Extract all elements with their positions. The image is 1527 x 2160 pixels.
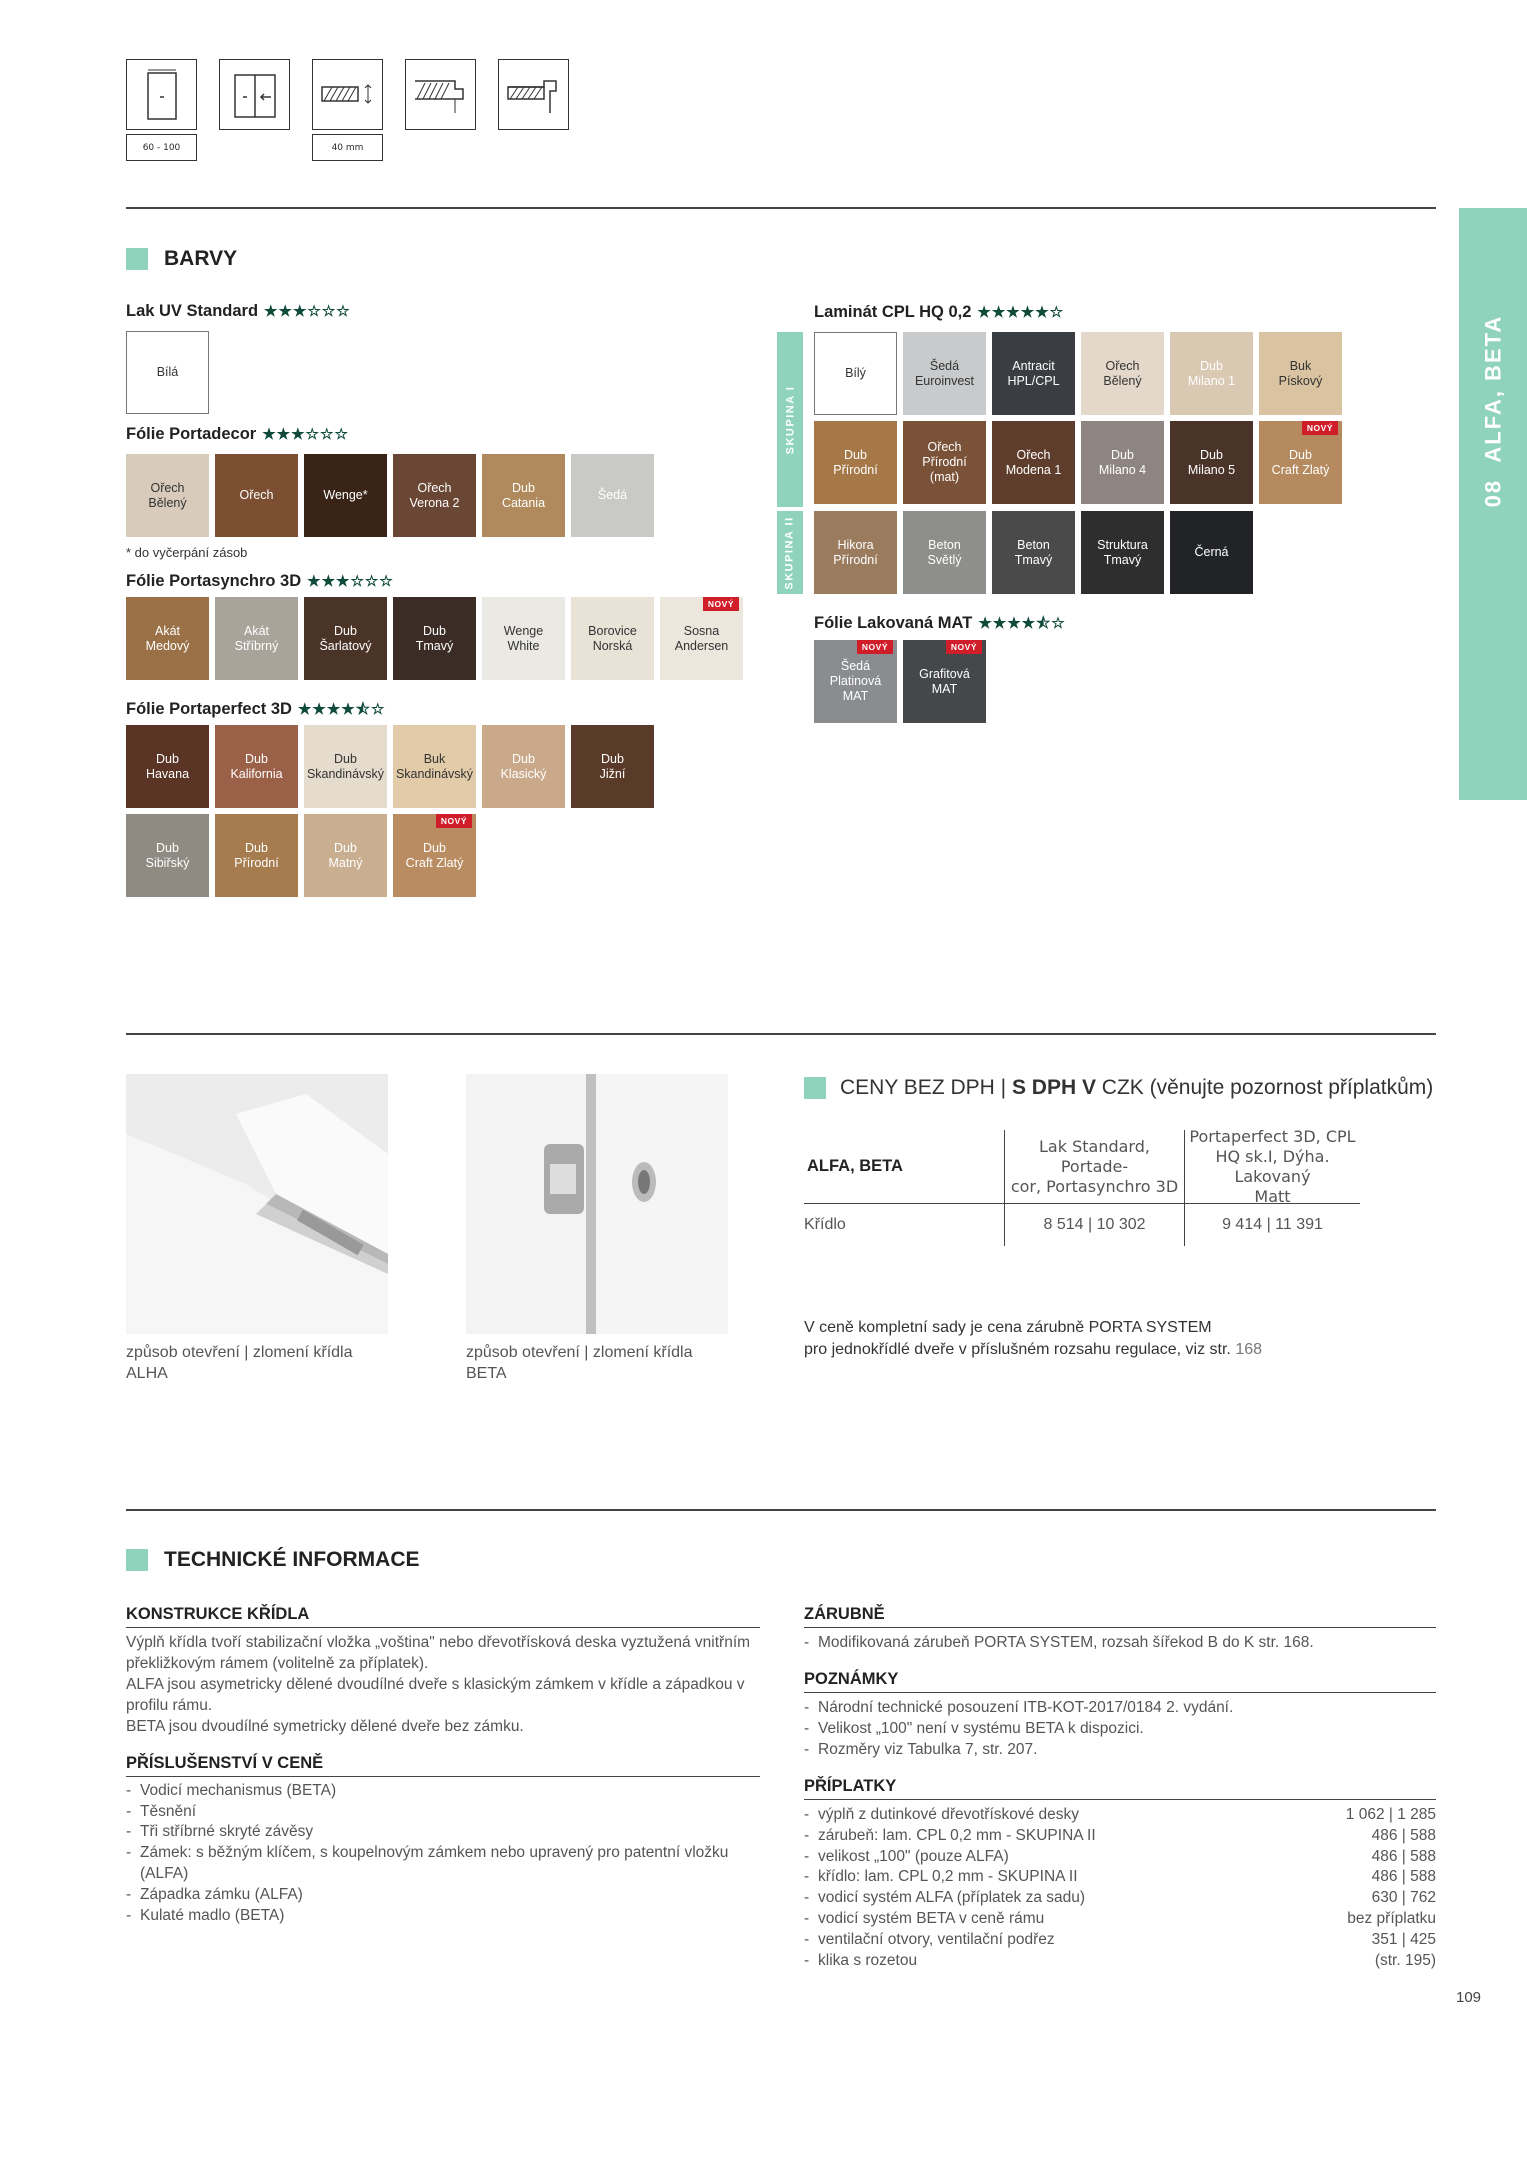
surcharge-label: výplň z dutinkové dřevotřískové desky [818,1805,1080,1823]
color-swatch [304,725,387,808]
stock-note: * do vyčerpání zásob [126,545,248,560]
surcharge-label: zárubeň: lam. CPL 0,2 mm - SKUPINA II [818,1826,1096,1844]
color-swatch [571,597,654,680]
swatch-label: Bílá [156,365,179,379]
color-swatch [571,454,654,537]
surcharge-value: 486 | 588 [1371,1847,1436,1865]
color-swatch [126,814,209,897]
swatch-label: Buk Pískový [1278,358,1323,388]
surcharge-label: klika s rozetou [818,1952,918,1970]
laminat-title: Laminát CPL HQ 0,2 ★★★★★☆ [814,303,1065,321]
skupina-2-label: SKUPINA II [777,511,803,594]
portadecor-swatches [126,454,654,537]
konstrukce-text: Výplň křídla tvoří stabilizační vložka „voština" nebo dřevotřísková deska vyztužená vnitřním překližkovým rámem (volitelně za příplatek). ALFA jsou asymetricky dělené dvoudílné dveře s klasickým zámkem v křídle a západkou v profilu rámu. BETA jsou dvoudílné symetricky dělené dveře bez zámku. [126,1634,751,1735]
surcharge-row: - ventilační otvory, ventilační podřez 351 | 425 [804,1930,1436,1951]
color-swatch [814,421,897,504]
swatch-label: Dub Skandinávský [306,751,385,781]
color-swatch [393,814,476,897]
swatch-label: Bílý [845,366,866,380]
list-item: - Západka zámku (ALFA) [126,1886,303,1904]
priplatky-heading: PŘÍPLATKY [804,1777,1436,1800]
color-swatch [482,725,565,808]
portadecor-title: Fólie Portadecor ★★★☆☆☆ [126,425,349,443]
color-swatch [215,725,298,808]
surcharge-value: 1 062 | 1 285 [1345,1805,1436,1823]
price-note: V ceně kompletní sady je cena zárubně PORTA SYSTEM pro jednokřídlé dveře v příslušném rozsahu regulace, viz str. 168 [804,1319,1263,1358]
laminat-swatches-3 [814,511,1253,594]
color-swatch [393,454,476,537]
price-row-header: ALFA, BETA [807,1157,903,1175]
color-swatch [304,814,387,897]
color-swatch [660,597,743,680]
divider [126,1509,1436,1511]
color-swatch [126,725,209,808]
swatch-label: Beton Tmavý [1014,537,1053,567]
lak-uv-swatches [126,331,209,414]
swatch-label: Dub Milano 1 [1187,358,1236,388]
konstrukce-heading: KONSTRUKCE KŘÍDLA [126,1605,760,1628]
color-swatch [215,454,298,537]
laminat-swatches-2 [814,421,1342,504]
prislusenstvi-heading: PŘÍSLUŠENSTVÍ V CENĚ [126,1754,760,1777]
price-row-label: Křídlo [804,1216,846,1233]
rebated-edge-icon [405,59,476,130]
swatch-label: Akát Stříbrný [234,623,279,653]
surcharge-value: 486 | 588 [1371,1826,1436,1844]
swatch-label: Ořech Modena 1 [1005,447,1062,477]
list-item: - Modifikovaná zárubeň PORTA SYSTEM, rozsah šířekod B do K str. 168. [804,1634,1314,1651]
color-swatch [814,640,897,723]
surcharge-value: bez příplatku [1347,1910,1436,1928]
color-swatch [215,814,298,897]
swatch-label: Ořech Verona 2 [409,480,460,510]
swatch-label: Dub Jižní [599,751,626,781]
door-thickness-icon [312,59,383,130]
portasynchro-title: Fólie Portasynchro 3D ★★★☆☆☆ [126,572,394,590]
list-item: - Zámek: s běžným klíčem, s koupelnovým zámkem nebo upravený pro patentní vložku (ALFA) [126,1844,729,1883]
swatch-label: Akát Medový [145,623,190,653]
swatch-label: Dub Tmavý [415,623,454,653]
new-badge: NOVÝ [1302,421,1338,435]
beta-photo [466,1074,728,1334]
color-swatch [814,332,897,415]
surcharge-row: - křídlo: lam. CPL 0,2 mm - SKUPINA II 486 | 588 [804,1867,1436,1888]
surcharge-value: 486 | 588 [1371,1868,1436,1886]
swatch-label: Dub Sibiřský [145,840,190,870]
color-swatch [992,511,1075,594]
surcharge-value: 630 | 762 [1371,1889,1436,1907]
color-swatch [304,454,387,537]
swatch-label: Grafitová MAT [919,666,970,696]
color-swatch [393,597,476,680]
color-swatch [992,421,1075,504]
laminat-swatches-1 [814,332,1342,415]
sliding-door-icon [219,59,290,130]
swatch-label: Dub Havana [145,751,190,781]
lakovana-swatches [814,640,986,723]
swatch-label: Hikora Přírodní [833,537,878,567]
priplatky-list [804,1805,1436,1972]
color-swatch [393,725,476,808]
color-swatch [482,597,565,680]
color-swatch [1081,421,1164,504]
new-badge: NOVÝ [436,814,472,828]
color-swatch [814,511,897,594]
swatch-label: Dub Klasický [500,751,547,781]
barvy-heading: BARVY [126,247,237,271]
surcharge-row: - zárubeň: lam. CPL 0,2 mm - SKUPINA II 486 | 588 [804,1826,1436,1847]
list-item: - Rozměry viz Tabulka 7, str. 207. [804,1740,1038,1758]
swatch-label: Wenge White [503,623,544,653]
surcharge-row: - klika s rozetou (str. 195) [804,1951,1436,1972]
surcharge-row: - vodicí systém BETA v ceně rámu bez příplatku [804,1909,1436,1930]
tech-heading: TECHNICKÉ INFORMACE [126,1548,420,1572]
swatch-label: Antracit HPL/CPL [1007,358,1060,388]
surcharge-row: - vodicí systém ALFA (příplatek za sadu) 630 | 762 [804,1888,1436,1909]
swatch-label: Ořech Přírodní (mat) [922,440,967,484]
door-width-icon [126,59,197,130]
page-number: 109 [1456,1989,1482,2006]
color-swatch [571,725,654,808]
swatch-label: Borovice Norská [588,623,637,653]
zarubne-list [804,1633,1436,1654]
price-value-2: 9 414 | 11 391 [1184,1204,1360,1246]
swatch-label: Struktura Tmavý [1097,537,1148,567]
swatch-label: Dub Craft Zlatý [405,840,464,870]
swatch-label: Wenge* [323,488,368,502]
zarubne-heading: ZÁRUBNĚ [804,1605,1436,1628]
surcharge-value: 351 | 425 [1371,1931,1436,1949]
spec-icons [126,59,569,130]
color-swatch [1081,511,1164,594]
lak-uv-title: Lak UV Standard ★★★☆☆☆ [126,302,351,320]
surcharge-value: (str. 195) [1374,1952,1436,1970]
new-badge: NOVÝ [946,640,982,654]
swatch-label: Ořech Bělený [148,480,187,510]
lakovana-title: Fólie Lakovaná MAT ★★★★⯪☆ [814,614,1066,632]
list-item: - Vodicí mechanismus (BETA) [126,1781,337,1799]
surcharge-label: ventilační otvory, ventilační podřez [818,1931,1055,1949]
color-swatch [1259,332,1342,415]
price-col-1-header: Lak Standard, Portade- cor, Portasynchro 3D [1004,1130,1184,1203]
chapter-title: ALFA, BETA [1480,314,1506,463]
swatch-label: Dub Šarlatový [319,623,372,653]
color-swatch [1170,332,1253,415]
color-swatch [903,640,986,723]
surcharge-row: - výplň z dutinkové dřevotřískové desky 1 062 | 1 285 [804,1805,1436,1826]
swatch-label: Ořech Bělený [1103,358,1142,388]
list-item: - Velikost „100" není v systému BETA k dispozici. [804,1719,1144,1737]
ceny-heading: CENY BEZ DPH | S DPH V CZK (věnujte pozornost příplatkům) [804,1076,1433,1100]
divider [126,1033,1436,1035]
surcharge-label: vodicí systém BETA v ceně rámu [818,1910,1045,1928]
thickness-label: 40 mm [312,134,383,161]
swatch-label: Dub Přírodní [833,447,878,477]
swatch-label: Beton Světlý [927,537,962,567]
chapter-number: 08 [1480,478,1506,508]
color-swatch [1170,421,1253,504]
portaperfect-swatches-1 [126,725,654,808]
surcharge-label: křídlo: lam. CPL 0,2 mm - SKUPINA II [818,1868,1078,1886]
surcharge-row: - velikost „100" (pouze ALFA) 486 | 588 [804,1847,1436,1868]
color-swatch [215,597,298,680]
swatch-label: Buk Skandinávský [395,751,474,781]
skupina-1-label: SKUPINA I [777,332,803,507]
swatch-label: Dub Milano 5 [1187,447,1236,477]
list-item: - Kulaté madlo (BETA) [126,1907,285,1925]
swatch-label: Sosna Andersen [674,623,729,653]
swatch-label: Černá [1194,545,1229,559]
portasynchro-swatches [126,597,743,680]
list-item: - Tři stříbrné skryté závěsy [126,1823,314,1841]
tech-right-column [804,1605,1436,1972]
color-swatch [1259,421,1342,504]
color-swatch [992,332,1075,415]
swatch-label: Dub Catania [501,480,546,510]
color-swatch [903,511,986,594]
color-swatch [1170,511,1253,594]
width-range-label: 60 - 100 [126,134,197,161]
swatch-label: Dub Kalifornia [230,751,283,781]
surcharge-label: vodicí systém ALFA (příplatek za sadu) [818,1889,1086,1907]
swatch-label: Dub Milano 4 [1098,447,1147,477]
swatch-label: Šedá Platinová MAT [829,659,882,703]
list-item: - Národní technické posouzení ITB-KOT-2017/0184 2. vydání. [804,1698,1234,1716]
list-item: - Těsnění [126,1802,197,1820]
beta-caption: způsob otevření | zlomení křídla BETA [466,1344,693,1382]
swatch-label: Dub Matný [328,840,363,870]
color-swatch [126,597,209,680]
color-swatch [126,454,209,537]
divider [126,207,1436,209]
price-value-1: 8 514 | 10 302 [1004,1204,1184,1246]
tech-left-column [126,1605,760,1927]
portaperfect-swatches-2 [126,814,476,897]
color-swatch [903,332,986,415]
surcharge-label: velikost „100" (pouze ALFA) [818,1847,1009,1865]
price-col-2-header: Portaperfect 3D, CPL HQ sk.I, Dýha. Lakovaný Matt [1184,1130,1360,1203]
color-swatch [126,331,209,414]
color-swatch [482,454,565,537]
poznamky-list [804,1698,1436,1761]
poznamky-heading: POZNÁMKY [804,1670,1436,1693]
alfa-caption: způsob otevření | zlomení křídla ALHA [126,1344,353,1382]
chapter-tab [1459,208,1527,800]
swatch-label: Dub Craft Zlatý [1271,447,1330,477]
price-table [804,1126,1360,1246]
alfa-photo [126,1074,388,1334]
swatch-label: Šedá [597,488,628,502]
swatch-label: Dub Přírodní [234,840,279,870]
color-swatch [903,421,986,504]
prislusenstvi-list [126,1781,760,1927]
new-badge: NOVÝ [857,640,893,654]
swatch-label: Ořech [239,488,274,502]
swatch-label: Šedá Euroinvest [914,358,975,388]
new-badge: NOVÝ [703,597,739,611]
color-swatch [1081,332,1164,415]
color-swatch [304,597,387,680]
frame-profile-icon [498,59,569,130]
portaperfect-title: Fólie Portaperfect 3D ★★★★⯪☆ [126,700,386,718]
